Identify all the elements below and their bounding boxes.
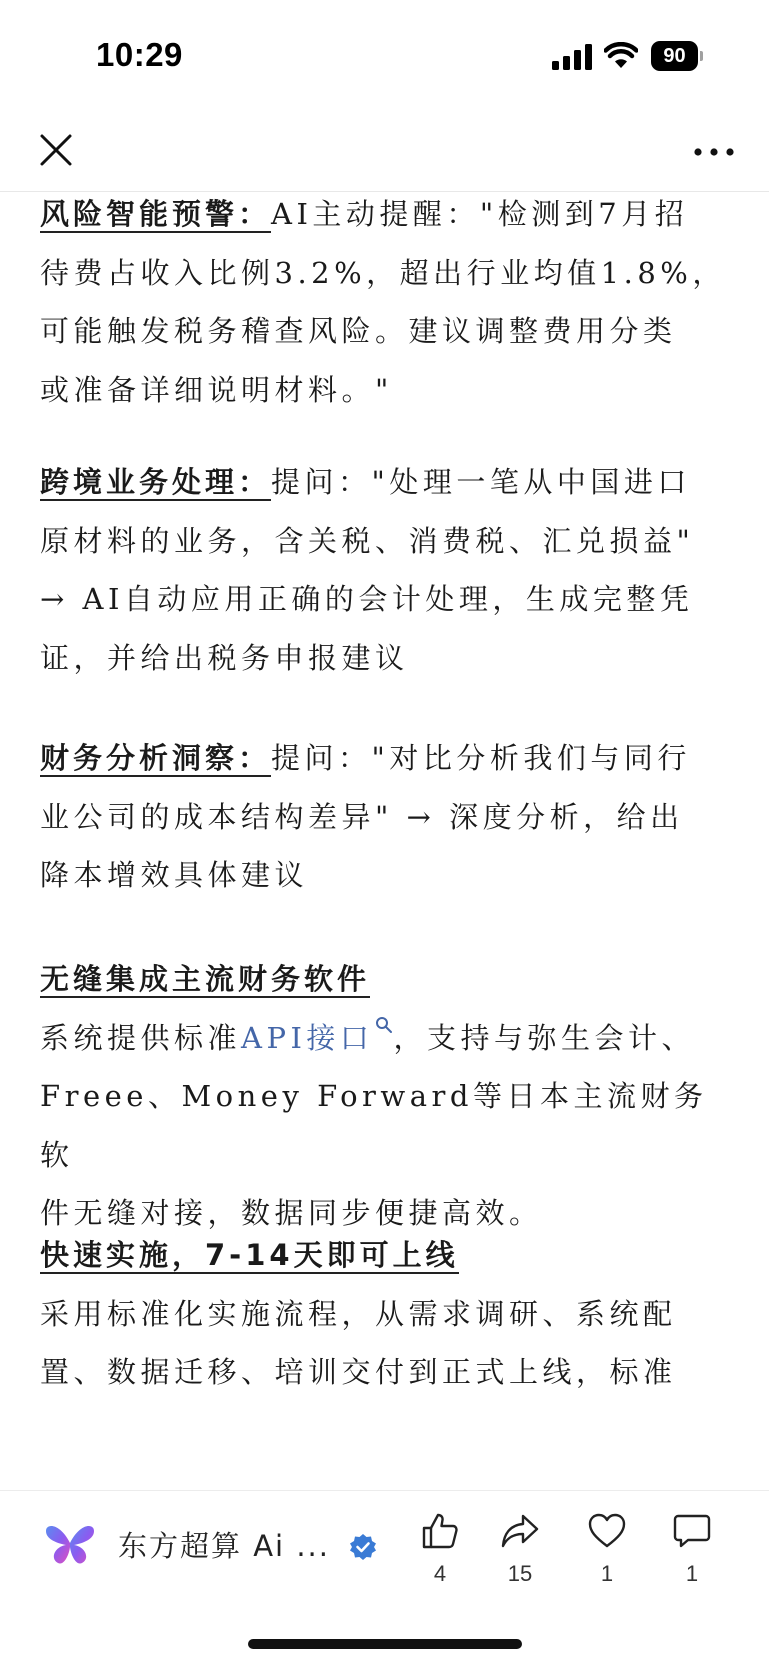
api-link[interactable]: API接口 (241, 1020, 374, 1055)
comment-count: 1 (685, 1561, 699, 1586)
author-logo-icon[interactable] (42, 1519, 98, 1569)
section-financial-analysis (40, 729, 740, 905)
paragraph-line: 原材料的业务，含关税、消费税、汇兑损益" (40, 523, 695, 558)
section-integration (40, 950, 740, 1243)
section-risk-warning (40, 192, 740, 419)
like-count: 4 (433, 1561, 447, 1586)
paragraph-line: 可能触发税务稽查风险。建议调整费用分类 (40, 314, 677, 348)
share-button[interactable] (490, 1511, 550, 1601)
section-cross-border (40, 453, 740, 687)
comment-button[interactable] (662, 1511, 722, 1601)
like-button[interactable] (410, 1511, 470, 1601)
heart-icon (587, 1511, 627, 1551)
paragraph-line: 或准备详细说明材料。" (40, 372, 393, 407)
status-time: 10:29 (96, 36, 183, 73)
paragraph-text: AI主动提醒："检测到7月招 (271, 197, 689, 231)
more-horizontal-icon[interactable] (690, 132, 740, 172)
paragraph-line: 业公司的成本结构差异" → 深度分析，给出 (40, 799, 684, 834)
thumbs-up-icon (420, 1511, 460, 1551)
close-icon[interactable] (34, 128, 78, 172)
share-arrow-icon (500, 1511, 540, 1551)
paragraph-line: 件无缝对接，数据同步便捷高效。 (40, 1196, 543, 1230)
author-name[interactable]: 东方超算 Ai ... (118, 1529, 330, 1563)
paragraph-line: Freee、Money Forward等日本主流财务软 (40, 1079, 708, 1172)
paragraph-line: 采用标准化实施流程，从需求调研、系统配 (40, 1296, 677, 1331)
section-heading: 快速实施，7-14天即可上线 (40, 1238, 459, 1272)
nav-bar (0, 110, 769, 192)
favorite-button[interactable] (577, 1511, 637, 1601)
section-heading: 财务分析洞察： (40, 741, 272, 775)
home-indicator[interactable] (248, 1639, 522, 1649)
bottom-action-bar (0, 1490, 769, 1665)
paragraph-text: 系统提供标准 (40, 1020, 242, 1055)
section-heading: 无缝集成主流财务软件 (40, 962, 371, 996)
paragraph-line (40, 729, 740, 788)
comment-bubble-icon (672, 1511, 712, 1551)
paragraph-line: 证，并给出税务申报建议 (40, 640, 409, 675)
verified-badge-icon (349, 1533, 377, 1561)
paragraph-text: 提问："处理一笔从中国进口 (271, 465, 691, 499)
signal-icon (552, 44, 592, 70)
article-content (0, 192, 769, 1490)
share-count: 15 (507, 1561, 533, 1586)
paragraph-line (40, 1226, 740, 1285)
paragraph-text: 提问："对比分析我们与同行 (271, 741, 691, 775)
paragraph-line (40, 950, 740, 1009)
paragraph-text: ，支持与弥生会计、 (393, 1020, 695, 1055)
paragraph-line: 置、数据迁移、培训交付到正式上线，标准 (40, 1355, 677, 1389)
battery-indicator (651, 41, 703, 71)
paragraph-line: 待费占收入比例3.2%，超出行业均值1.8%， (40, 255, 726, 290)
paragraph-line: → AI自动应用正确的会计处理，生成完整凭 (40, 582, 694, 616)
section-heading: 风险智能预警： (40, 197, 272, 231)
section-heading: 跨境业务处理： (40, 465, 272, 499)
status-bar (0, 0, 769, 110)
favorite-count: 1 (600, 1561, 614, 1586)
paragraph-line (40, 453, 740, 512)
paragraph-line (40, 192, 740, 244)
battery-cap (700, 51, 703, 61)
paragraph-line: 降本增效具体建议 (40, 858, 309, 892)
wifi-icon (604, 42, 638, 70)
battery-level: 90 (663, 45, 686, 67)
paragraph-line (40, 1009, 740, 1068)
search-icon[interactable] (375, 1016, 393, 1034)
section-fast-implementation (40, 1226, 740, 1402)
